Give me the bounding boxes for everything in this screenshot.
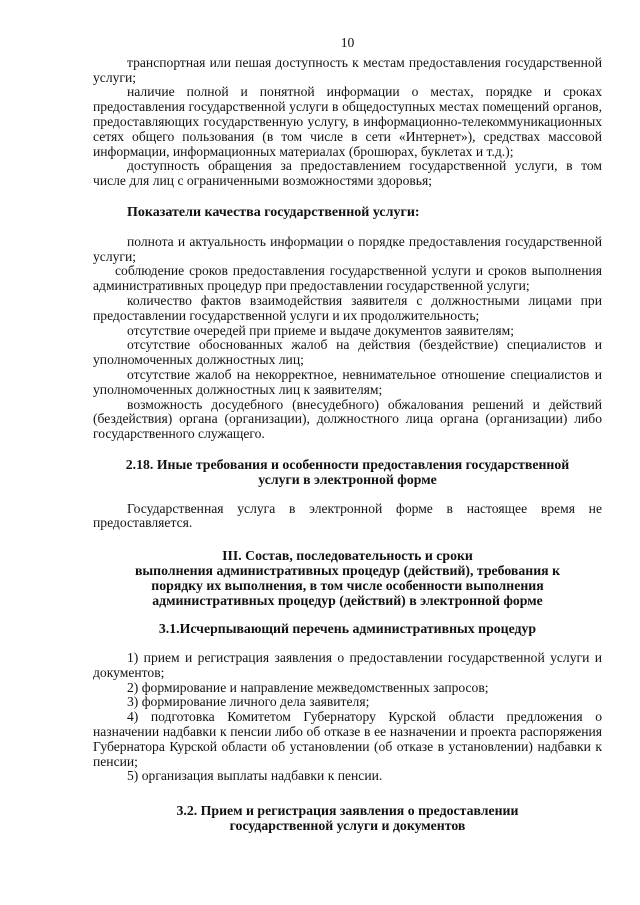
page-number: 10: [340, 35, 355, 50]
section-218-heading: [93, 458, 602, 488]
procedure-item: 4) подготовка Комитетом Губернатору Курской области предложения о назначении надбавки к пенсии либо об отказе в ее назначении и проекта распоряжения Губернатора Курской области об установлении (об отказе в установлении) надбавки к пенсии;: [93, 709, 602, 769]
procedure-item: 5) организация выплаты надбавки к пенсии.: [127, 768, 383, 784]
section-32-heading: [93, 804, 602, 834]
section-218-heading-line2: услуги в электронной форме: [258, 471, 437, 487]
quality-item: соблюдение сроков предоставления государственной услуги и сроков выполнения административных процедур при предоставлении государственной услуги;: [93, 263, 602, 294]
quality-item: отсутствие обоснованных жалоб на действия (бездействие) специалистов и уполномоченных должностных лиц;: [93, 337, 602, 368]
section-3-line3: порядку их выполнения, в том числе особенности выполнения: [151, 577, 544, 593]
section-3-heading: [93, 549, 602, 608]
section-32-line1: 3.2. Прием и регистрация заявления о предоставлении: [176, 803, 519, 819]
procedure-item: 2) формирование и направление межведомственных запросов;: [127, 679, 489, 695]
quality-item: отсутствие жалоб на некорректное, невнимательное отношение специалистов и уполномоченных должностных лиц к заявителям;: [93, 366, 602, 397]
section-218-heading-line1: 2.18. Иные требования и особенности предоставления государственной: [125, 456, 570, 472]
section-3-line2: выполнения административных процедур (действий), требования к: [134, 562, 561, 578]
procedure-item: 1) прием и регистрация заявления о предоставлении государственной услуги и документов;: [93, 650, 602, 680]
quality-item: отсутствие очередей при приеме и выдаче документов заявителям;: [127, 322, 514, 338]
procedure-item: 3) формирование личного дела заявителя;: [127, 694, 370, 710]
accessibility-paragraph: доступность обращения за предоставлением государственной услуги, в том числе для лиц с ограниченными возможностями здоровья;: [93, 158, 602, 189]
section-3-line4: административных процедур (действий) в электронной форме: [152, 592, 543, 608]
section-218-text: Государственная услуга в электронной форме в настоящее время не предоставляется.: [93, 500, 602, 531]
information-paragraph: наличие полной и понятной информации о местах, порядке и сроках предоставления государственной услуги в общедоступных местах помещений органов, предоставляющих государственную услугу, в информационно-телекоммуникационных сетях общего пользования (в том числе в сети «Интернет»), средствах массовой информации, информационных материалах (брошюрах, буклетах и т.д.);: [93, 84, 602, 159]
section-31-heading: 3.1.Исчерпывающий перечень административных процедур: [158, 621, 537, 637]
quality-item: количество фактов взаимодействия заявителя с должностными лицами при предоставлении государственной услуги и их продолжительность;: [93, 292, 602, 323]
quality-item: полнота и актуальность информации о порядке предоставления государственной услуги;: [93, 233, 602, 264]
section-32-line2: государственной услуги и документов: [229, 818, 466, 834]
section-3-line1: III. Состав, последовательность и сроки: [222, 548, 473, 564]
availability-paragraph: транспортная или пешая доступность к местам предоставления государственной услуги;: [93, 54, 602, 85]
quality-item: возможность досудебного (внесудебного) обжалования решений и действий (бездействия) органа (организации), должностного лица органа (организации) либо государственного служащего.: [93, 396, 602, 442]
quality-heading: Показатели качества государственной услуги:: [127, 204, 420, 220]
